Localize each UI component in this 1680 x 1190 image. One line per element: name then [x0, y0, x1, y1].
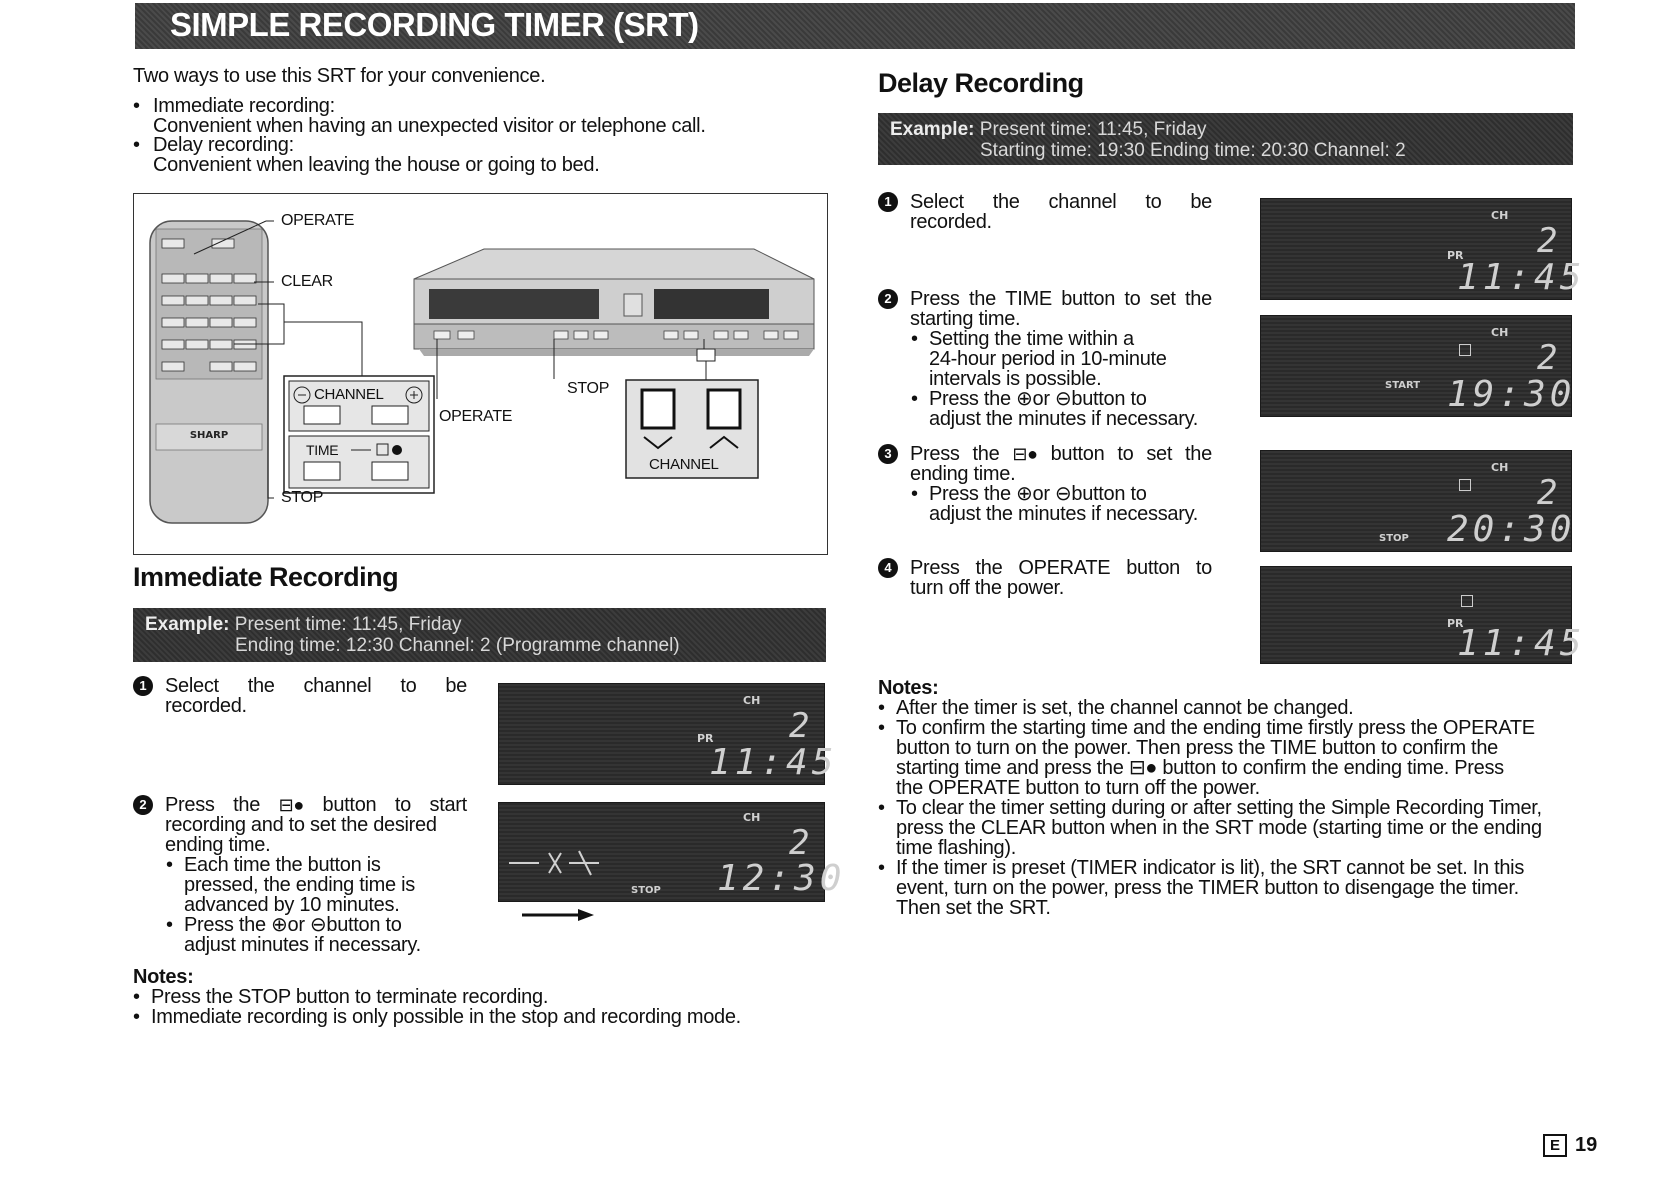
- title-banner: [135, 3, 1575, 49]
- lcd-display: [1260, 198, 1586, 300]
- bullet-dot: •: [133, 1006, 141, 1028]
- lcd-display: [1260, 450, 1576, 552]
- note-item: Press the STOP button to terminate recording.: [151, 986, 549, 1008]
- step1-text-cont: recorded.: [165, 695, 247, 717]
- note-item: Immediate recording is only possible in the stop and recording mode.: [151, 1006, 741, 1028]
- delay-heading: Delay Recording: [878, 68, 1084, 98]
- note-item: After the timer is set, the channel cannot be changed.: [896, 697, 1354, 719]
- arrow-icon: [520, 905, 600, 925]
- intro-item-desc: Convenient when having an unexpected visitor or telephone call.: [153, 115, 706, 137]
- delay-step3-text-cont: ending time.: [910, 463, 1016, 485]
- note-item: If the timer is preset (TIMER indicator is lit), the SRT cannot be set. In this: [896, 857, 1525, 879]
- example-line2: Ending time: 12:30 Channel: 2 (Programme channel): [235, 635, 680, 656]
- delay-step2-text-cont: starting time.: [910, 308, 1021, 330]
- intro-line: Two ways to use this SRT for your convenience.: [133, 65, 546, 87]
- timer-icon: [1461, 595, 1473, 607]
- lcd-display: [498, 683, 838, 785]
- notes-heading: Notes:: [878, 677, 939, 699]
- example-line1: Present time: 11:45, Friday: [979, 119, 1207, 140]
- lcd-channel: 2: [1537, 221, 1562, 261]
- bullet-text: adjust the minutes if necessary.: [929, 503, 1199, 525]
- lcd-ch-indicator: CH: [1491, 461, 1509, 474]
- lcd-ch-indicator: CH: [743, 811, 761, 824]
- step-number: 4: [878, 558, 898, 578]
- bullet-dot: •: [878, 717, 886, 739]
- bullet-dot: •: [166, 854, 174, 876]
- lcd-display: [1260, 315, 1576, 417]
- note-item-cont: button to turn on the power. Then press the TIME button to confirm the: [896, 737, 1498, 759]
- remote-stop-label: STOP: [281, 489, 324, 506]
- bullet-text: adjust the minutes if necessary.: [929, 408, 1199, 430]
- bullet-text: Each time the button is: [184, 854, 381, 876]
- delay-step3-text: Press the ⊟● button to set the: [910, 443, 1212, 465]
- note-item-cont: event, turn on the power, press the TIMER button to disengage the timer.: [896, 877, 1519, 899]
- bullet-dot: •: [133, 95, 141, 117]
- delay-step4-text-cont: turn off the power.: [910, 577, 1065, 599]
- bullet-dot: •: [878, 697, 886, 719]
- lcd-time: 11:45: [709, 742, 838, 783]
- timer-icon: [1459, 344, 1471, 356]
- timer-icon: [1459, 479, 1471, 491]
- bullet-dot: •: [911, 483, 919, 505]
- lcd-pr-indicator: PR: [697, 732, 714, 745]
- immediate-example-box: [133, 608, 826, 662]
- remote-clear-label: CLEAR: [281, 273, 333, 290]
- bullet-text: intervals is possible.: [929, 368, 1102, 390]
- note-item-cont: the OPERATE button to turn off the power.: [896, 777, 1260, 799]
- lcd-tag-indicator: STOP: [1379, 533, 1409, 544]
- step-number: 1: [878, 192, 898, 212]
- vcr-operate-label: OPERATE: [439, 408, 513, 425]
- example-line2: Starting time: 19:30 Ending time: 20:30 Channel: 2: [980, 140, 1406, 161]
- step2-text-cont: recording and to set the desired: [165, 814, 437, 836]
- intro-item-desc: Convenient when leaving the house or going to bed.: [153, 154, 600, 176]
- lcd-time: 12:30: [717, 858, 846, 899]
- lcd-tag-indicator: PR: [1447, 249, 1464, 262]
- remote-vcr-diagram: [133, 193, 828, 555]
- bullet-dot: •: [911, 388, 919, 410]
- delay-step1-text-cont: recorded.: [910, 211, 992, 233]
- delay-example-box: [878, 113, 1573, 165]
- lcd-ch-indicator: CH: [743, 694, 761, 707]
- bullet-text: Press the ⊕or ⊖button to: [929, 388, 1147, 410]
- note-item-cont: time flashing).: [896, 837, 1016, 859]
- note-item-cont: Then set the SRT.: [896, 897, 1051, 919]
- bullet-dot: •: [133, 134, 141, 156]
- bullet-dot: •: [911, 328, 919, 350]
- step1-text: Select the channel to be: [165, 675, 467, 697]
- lcd-time: 20:30: [1447, 509, 1576, 550]
- inset-time-label: TIME: [306, 442, 339, 458]
- step-number: 1: [133, 676, 153, 696]
- example-label: Example:: [145, 614, 230, 635]
- step-number: 2: [133, 795, 153, 815]
- lcd-time: 19:30: [1447, 374, 1576, 415]
- step2-text: Press the ⊟● button to start: [165, 794, 467, 816]
- inset-channel-label: CHANNEL: [314, 386, 384, 403]
- lcd-channel: 2: [789, 823, 814, 863]
- vcr-stop-label: STOP: [567, 380, 610, 397]
- page-number: 19: [1575, 1134, 1598, 1156]
- lcd-ch-indicator: CH: [1491, 326, 1509, 339]
- delay-step2-text: Press the TIME button to set the: [910, 288, 1212, 310]
- note-item: To confirm the starting time and the ending time firstly press the OPERATE: [896, 717, 1535, 739]
- bullet-dot: •: [166, 914, 174, 936]
- bullet-text: adjust minutes if necessary.: [184, 934, 421, 956]
- notes-heading: Notes:: [133, 966, 194, 988]
- bullet-dot: •: [133, 986, 141, 1008]
- bullet-text: advanced by 10 minutes.: [184, 894, 400, 916]
- lcd-channel: 2: [1537, 338, 1562, 378]
- remote-brand: SHARP: [189, 430, 229, 441]
- bullet-text: pressed, the ending time is: [184, 874, 415, 896]
- bullet-dot: •: [878, 797, 886, 819]
- step2-text-cont: ending time.: [165, 834, 271, 856]
- lcd-tag-indicator: PR: [1447, 617, 1464, 630]
- lcd-time: 11:45: [1457, 257, 1586, 298]
- lcd-time: 11:45: [1457, 623, 1586, 664]
- flashing-indicator-icon: [499, 803, 824, 901]
- bullet-text: Setting the time within a: [929, 328, 1134, 350]
- lcd-tag-indicator: START: [1385, 380, 1421, 391]
- example-line1: Present time: 11:45, Friday: [234, 614, 462, 635]
- bullet-dot: •: [878, 857, 886, 879]
- language-badge: E: [1543, 1134, 1567, 1157]
- step-number: 2: [878, 289, 898, 309]
- example-label: Example:: [890, 119, 975, 140]
- bullet-text: Press the ⊕or ⊖button to: [184, 914, 402, 936]
- delay-step4-text: Press the OPERATE button to: [910, 557, 1212, 579]
- delay-step1-text: Select the channel to be: [910, 191, 1212, 213]
- note-item: To clear the timer setting during or after setting the Simple Recording Timer,: [896, 797, 1542, 819]
- diagram-drawing: [134, 194, 827, 554]
- remote-operate-label: OPERATE: [281, 212, 355, 229]
- lcd-display: [498, 802, 846, 902]
- intro-item-title: Immediate recording:: [153, 95, 335, 117]
- note-item-cont: press the CLEAR button when in the SRT mode (starting time or the ending: [896, 817, 1542, 839]
- step-number: 3: [878, 444, 898, 464]
- note-item-cont: starting time and press the ⊟● button to confirm the ending time. Press: [896, 757, 1504, 779]
- lcd-stop-indicator: STOP: [631, 885, 661, 896]
- lcd-display: [1260, 566, 1586, 664]
- lcd-channel: 2: [789, 706, 814, 746]
- lcd-channel: 2: [1537, 473, 1562, 513]
- lcd-ch-indicator: CH: [1491, 209, 1509, 222]
- page-title: SIMPLE RECORDING TIMER (SRT): [170, 6, 699, 43]
- vcr-channel-label: CHANNEL: [649, 456, 719, 473]
- intro-item-title: Delay recording:: [153, 134, 294, 156]
- bullet-text: 24-hour period in 10-minute: [929, 348, 1167, 370]
- bullet-text: Press the ⊕or ⊖button to: [929, 483, 1147, 505]
- immediate-heading: Immediate Recording: [133, 562, 399, 592]
